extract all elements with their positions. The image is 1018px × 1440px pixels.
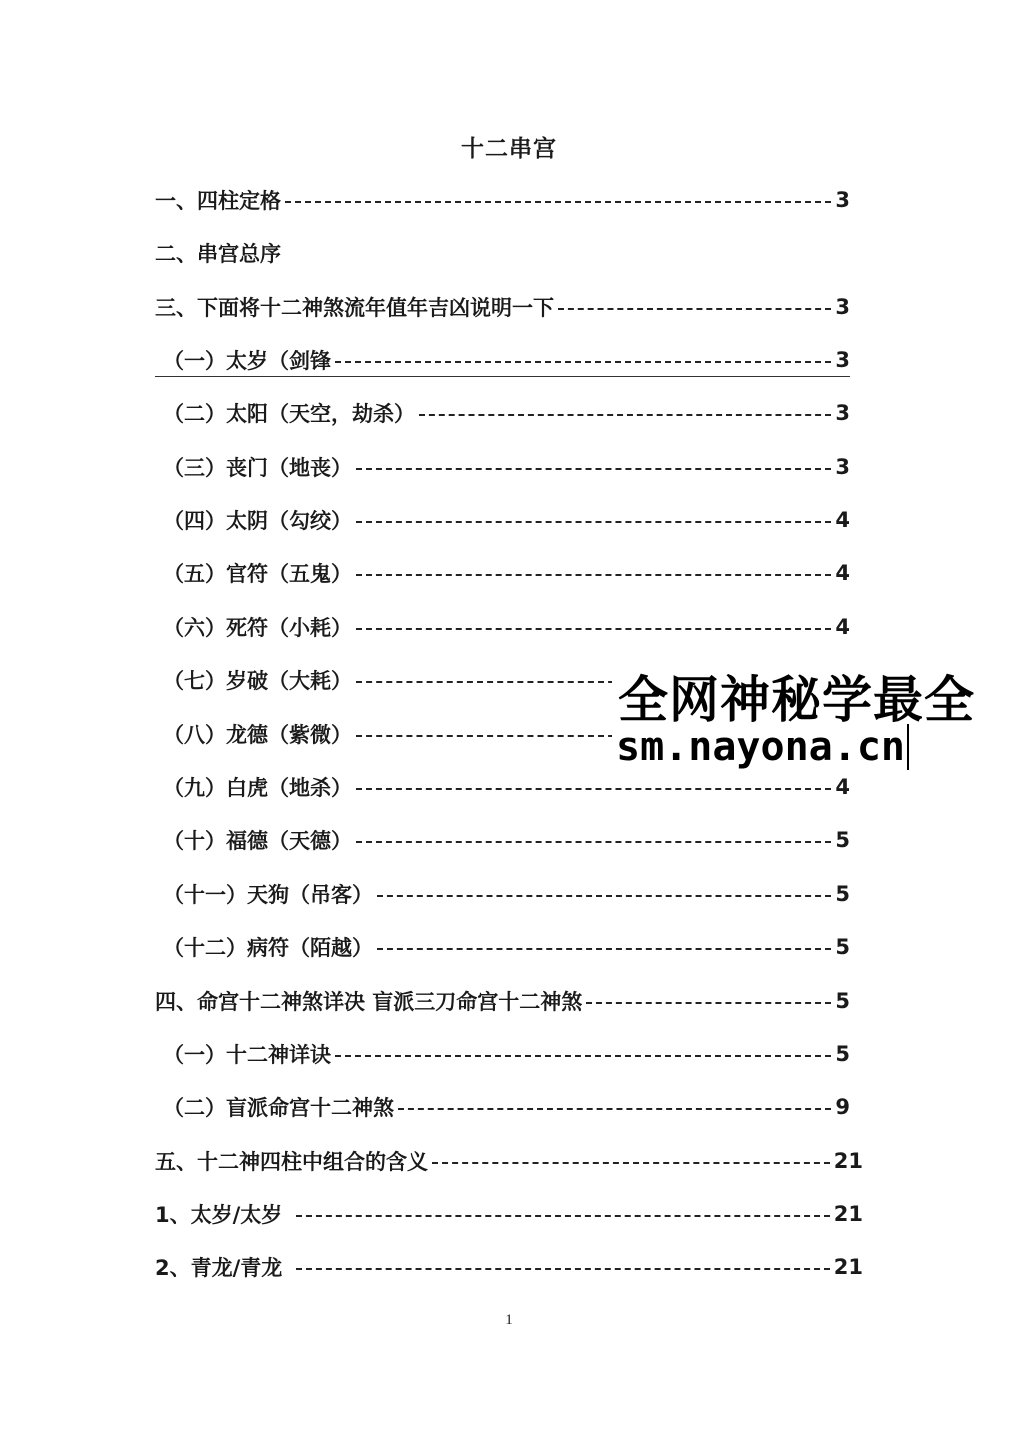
toc-entry-label: 一、四柱定格: [155, 189, 281, 213]
toc-entry: [155, 770, 850, 804]
toc-entry-label: （八）龙德（紫微）: [163, 723, 352, 747]
toc-entry-label: （一）十二神详诀: [163, 1043, 331, 1067]
toc-entry-page: 4: [835, 561, 850, 585]
toc-entry: [155, 450, 850, 484]
toc-entry-label: （一）太岁（剑锋: [163, 348, 331, 373]
toc-entry: [155, 610, 850, 644]
toc-entry-label: （七）岁破（大耗）: [163, 669, 352, 693]
dot-leader: [296, 1268, 829, 1270]
dot-leader: [398, 1108, 831, 1110]
toc-entry-label: （六）死符（小耗）: [163, 616, 352, 640]
toc-entry: [155, 877, 850, 911]
dot-leader: [419, 414, 831, 416]
toc-entry-label: （四）太阴（勾绞）: [163, 509, 352, 533]
toc-entry-label: （十）福德（天德）: [163, 829, 352, 853]
dot-leader: [335, 1055, 831, 1057]
toc-entry-page: 21: [833, 1202, 863, 1226]
toc-entry-label: 五、十二神四柱中组合的含义: [155, 1150, 428, 1174]
dot-leader: [356, 788, 831, 790]
toc-entry-page: 3: [835, 455, 850, 479]
toc-entry: [155, 1037, 850, 1071]
toc-entry: [155, 290, 850, 324]
toc-entry: [155, 1090, 850, 1124]
toc-entry: [155, 1144, 863, 1178]
dot-leader: [356, 841, 831, 843]
toc-entry-page: 5: [835, 935, 850, 959]
toc-entry: [155, 984, 850, 1018]
toc-entry-page: 21: [833, 1255, 863, 1279]
toc-entry: [155, 930, 850, 964]
dot-leader: [356, 574, 831, 576]
toc-entry-label: （九）白虎（地杀）: [163, 776, 352, 800]
dot-leader: [377, 895, 831, 897]
toc-entry: [155, 1197, 863, 1231]
toc-entry-page: 3: [835, 188, 850, 212]
watermark-text: 全网神秘学最全: [618, 671, 975, 729]
toc-entry: [155, 236, 850, 270]
dot-leader: [356, 628, 831, 630]
toc-entry-page: 5: [835, 989, 850, 1013]
dot-leader: [586, 1002, 831, 1004]
toc-entry: [155, 343, 850, 377]
toc-entry-page: 4: [835, 615, 850, 639]
toc-entry-label: （二）太阳（天空，劫杀）: [163, 402, 415, 426]
toc-entry-label: 二、串宫总序: [155, 242, 281, 266]
dot-leader: [558, 308, 831, 310]
toc-entry-page: 5: [835, 1042, 850, 1066]
toc-entry-page: 9: [835, 1095, 850, 1119]
toc-entry: [155, 823, 850, 857]
toc-entry-page: 3: [835, 401, 850, 425]
dot-leader: [377, 948, 831, 950]
toc-entry: [155, 1250, 863, 1284]
toc-entry-page: 3: [835, 295, 850, 319]
toc-entry-page: 5: [835, 828, 850, 852]
toc-entry-label: （二）盲派命宫十二神煞: [163, 1096, 394, 1120]
document-title: 十二串宫: [461, 136, 557, 162]
dot-leader: [335, 361, 831, 363]
toc-entry-label: （三）丧门（地丧）: [163, 456, 352, 480]
toc-entry-page: 21: [833, 1149, 863, 1173]
toc-entry-page: 5: [835, 882, 850, 906]
dot-leader: [356, 521, 831, 523]
dot-leader: [432, 1162, 830, 1164]
toc-entry: [155, 183, 850, 217]
toc-entry-label: （五）官符（五鬼）: [163, 562, 352, 586]
toc-entry-label: 三、下面将十二神煞流年值年吉凶说明一下: [155, 296, 554, 320]
dot-leader: [285, 201, 831, 203]
watermark-url: sm.nayona.cn: [616, 724, 909, 770]
toc-entry: [155, 503, 850, 537]
toc-entry-page: 4: [835, 775, 850, 799]
toc-entry-page: 4: [835, 508, 850, 532]
toc-entry-label: 1、太岁/太岁: [155, 1203, 283, 1227]
toc-entry-label: 四、命宫十二神煞详决 盲派三刀命宫十二神煞: [155, 990, 583, 1014]
dot-leader: [296, 1215, 829, 1217]
toc-entry: [155, 556, 850, 590]
toc-entry-label: （十二）病符（陌越）: [163, 936, 373, 960]
toc-entry-page: 3: [835, 347, 850, 372]
dot-leader: [356, 468, 831, 470]
toc-entry-label: 2、青龙/青龙: [155, 1256, 283, 1280]
page-number: 1: [505, 1312, 513, 1328]
toc-entry: [155, 396, 850, 430]
toc-entry-label: （十一）天狗（吊客）: [163, 883, 373, 907]
watermark: [612, 660, 1018, 772]
